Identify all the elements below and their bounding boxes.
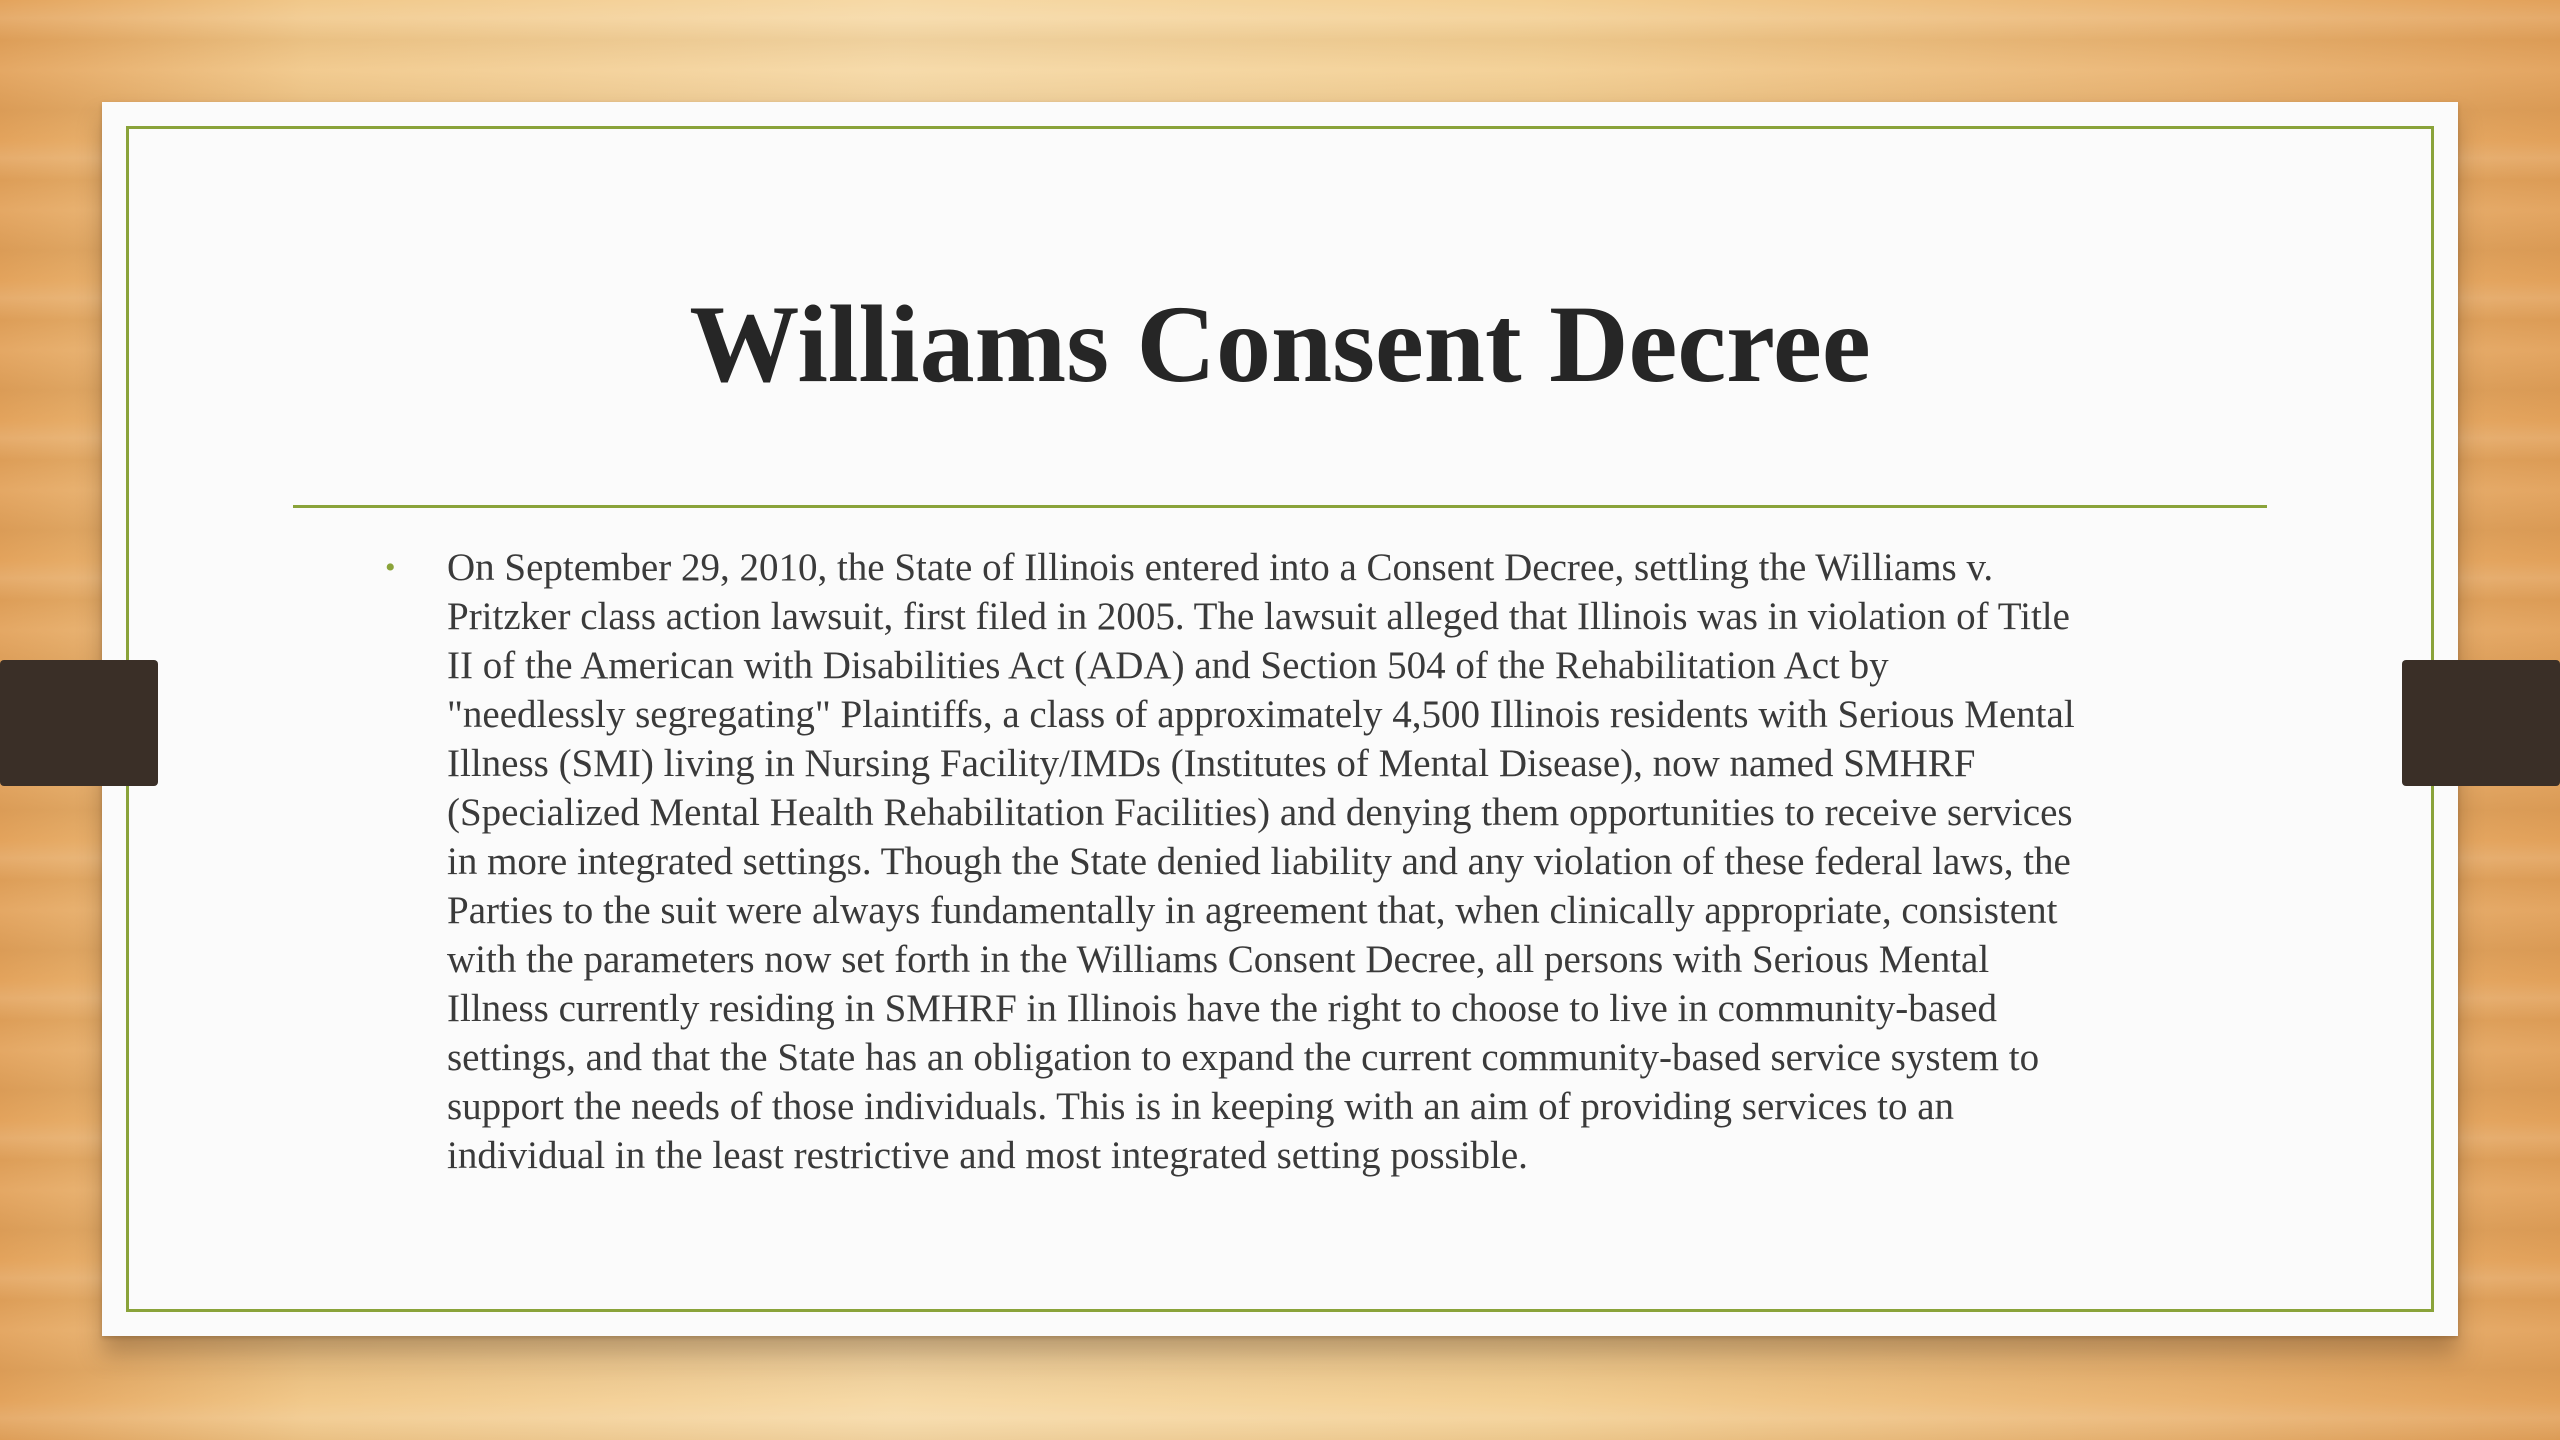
paragraph-line: with the parameters now set forth in the Williams Consent Decree, all persons with Serious Mental [447, 938, 1990, 981]
title-divider [293, 505, 2267, 508]
slide-title: Williams Consent Decree [689, 283, 1871, 405]
paragraph-line: "needlessly segregating" Plaintiffs, a class of approximately 4,500 Illinois residents with Serious Mental [447, 693, 2075, 736]
paragraph-line: (Specialized Mental Health Rehabilitation Facilities) and denying them opportunities to receive services [447, 791, 2073, 834]
paragraph-line: II of the American with Disabilities Act (ADA) and Section 504 of the Rehabilitation Act by [447, 644, 1889, 687]
paragraph-line: individual in the least restrictive and most integrated setting possible. [447, 1134, 1528, 1177]
paragraph-line: settings, and that the State has an obligation to expand the current community-based service system to [447, 1036, 2040, 1079]
paragraph-line: Illness (SMI) living in Nursing Facility/IMDs (Institutes of Mental Disease), now named SMHRF [447, 742, 1976, 785]
paragraph-line: On September 29, 2010, the State of Illinois entered into a Consent Decree, settling the Williams v. [447, 546, 1994, 589]
bullet-paragraph [447, 543, 2277, 1180]
bullet-marker: • [385, 551, 396, 584]
paragraph-line: Illness currently residing in SMHRF in Illinois have the right to choose to live in community-based [447, 987, 1998, 1030]
paragraph-line: support the needs of those individuals. This is in keeping with an aim of providing services to an [447, 1085, 1955, 1128]
left-binder-tab [0, 660, 158, 786]
paragraph-line: Pritzker class action lawsuit, first filed in 2005. The lawsuit alleged that Illinois was in violation of Title [447, 595, 2070, 638]
paragraph-line: Parties to the suit were always fundamentally in agreement that, when clinically appropriate, consistent [447, 889, 2058, 932]
paragraph-line: in more integrated settings. Though the State denied liability and any violation of these federal laws, the [447, 840, 2071, 883]
right-binder-tab [2402, 660, 2560, 786]
